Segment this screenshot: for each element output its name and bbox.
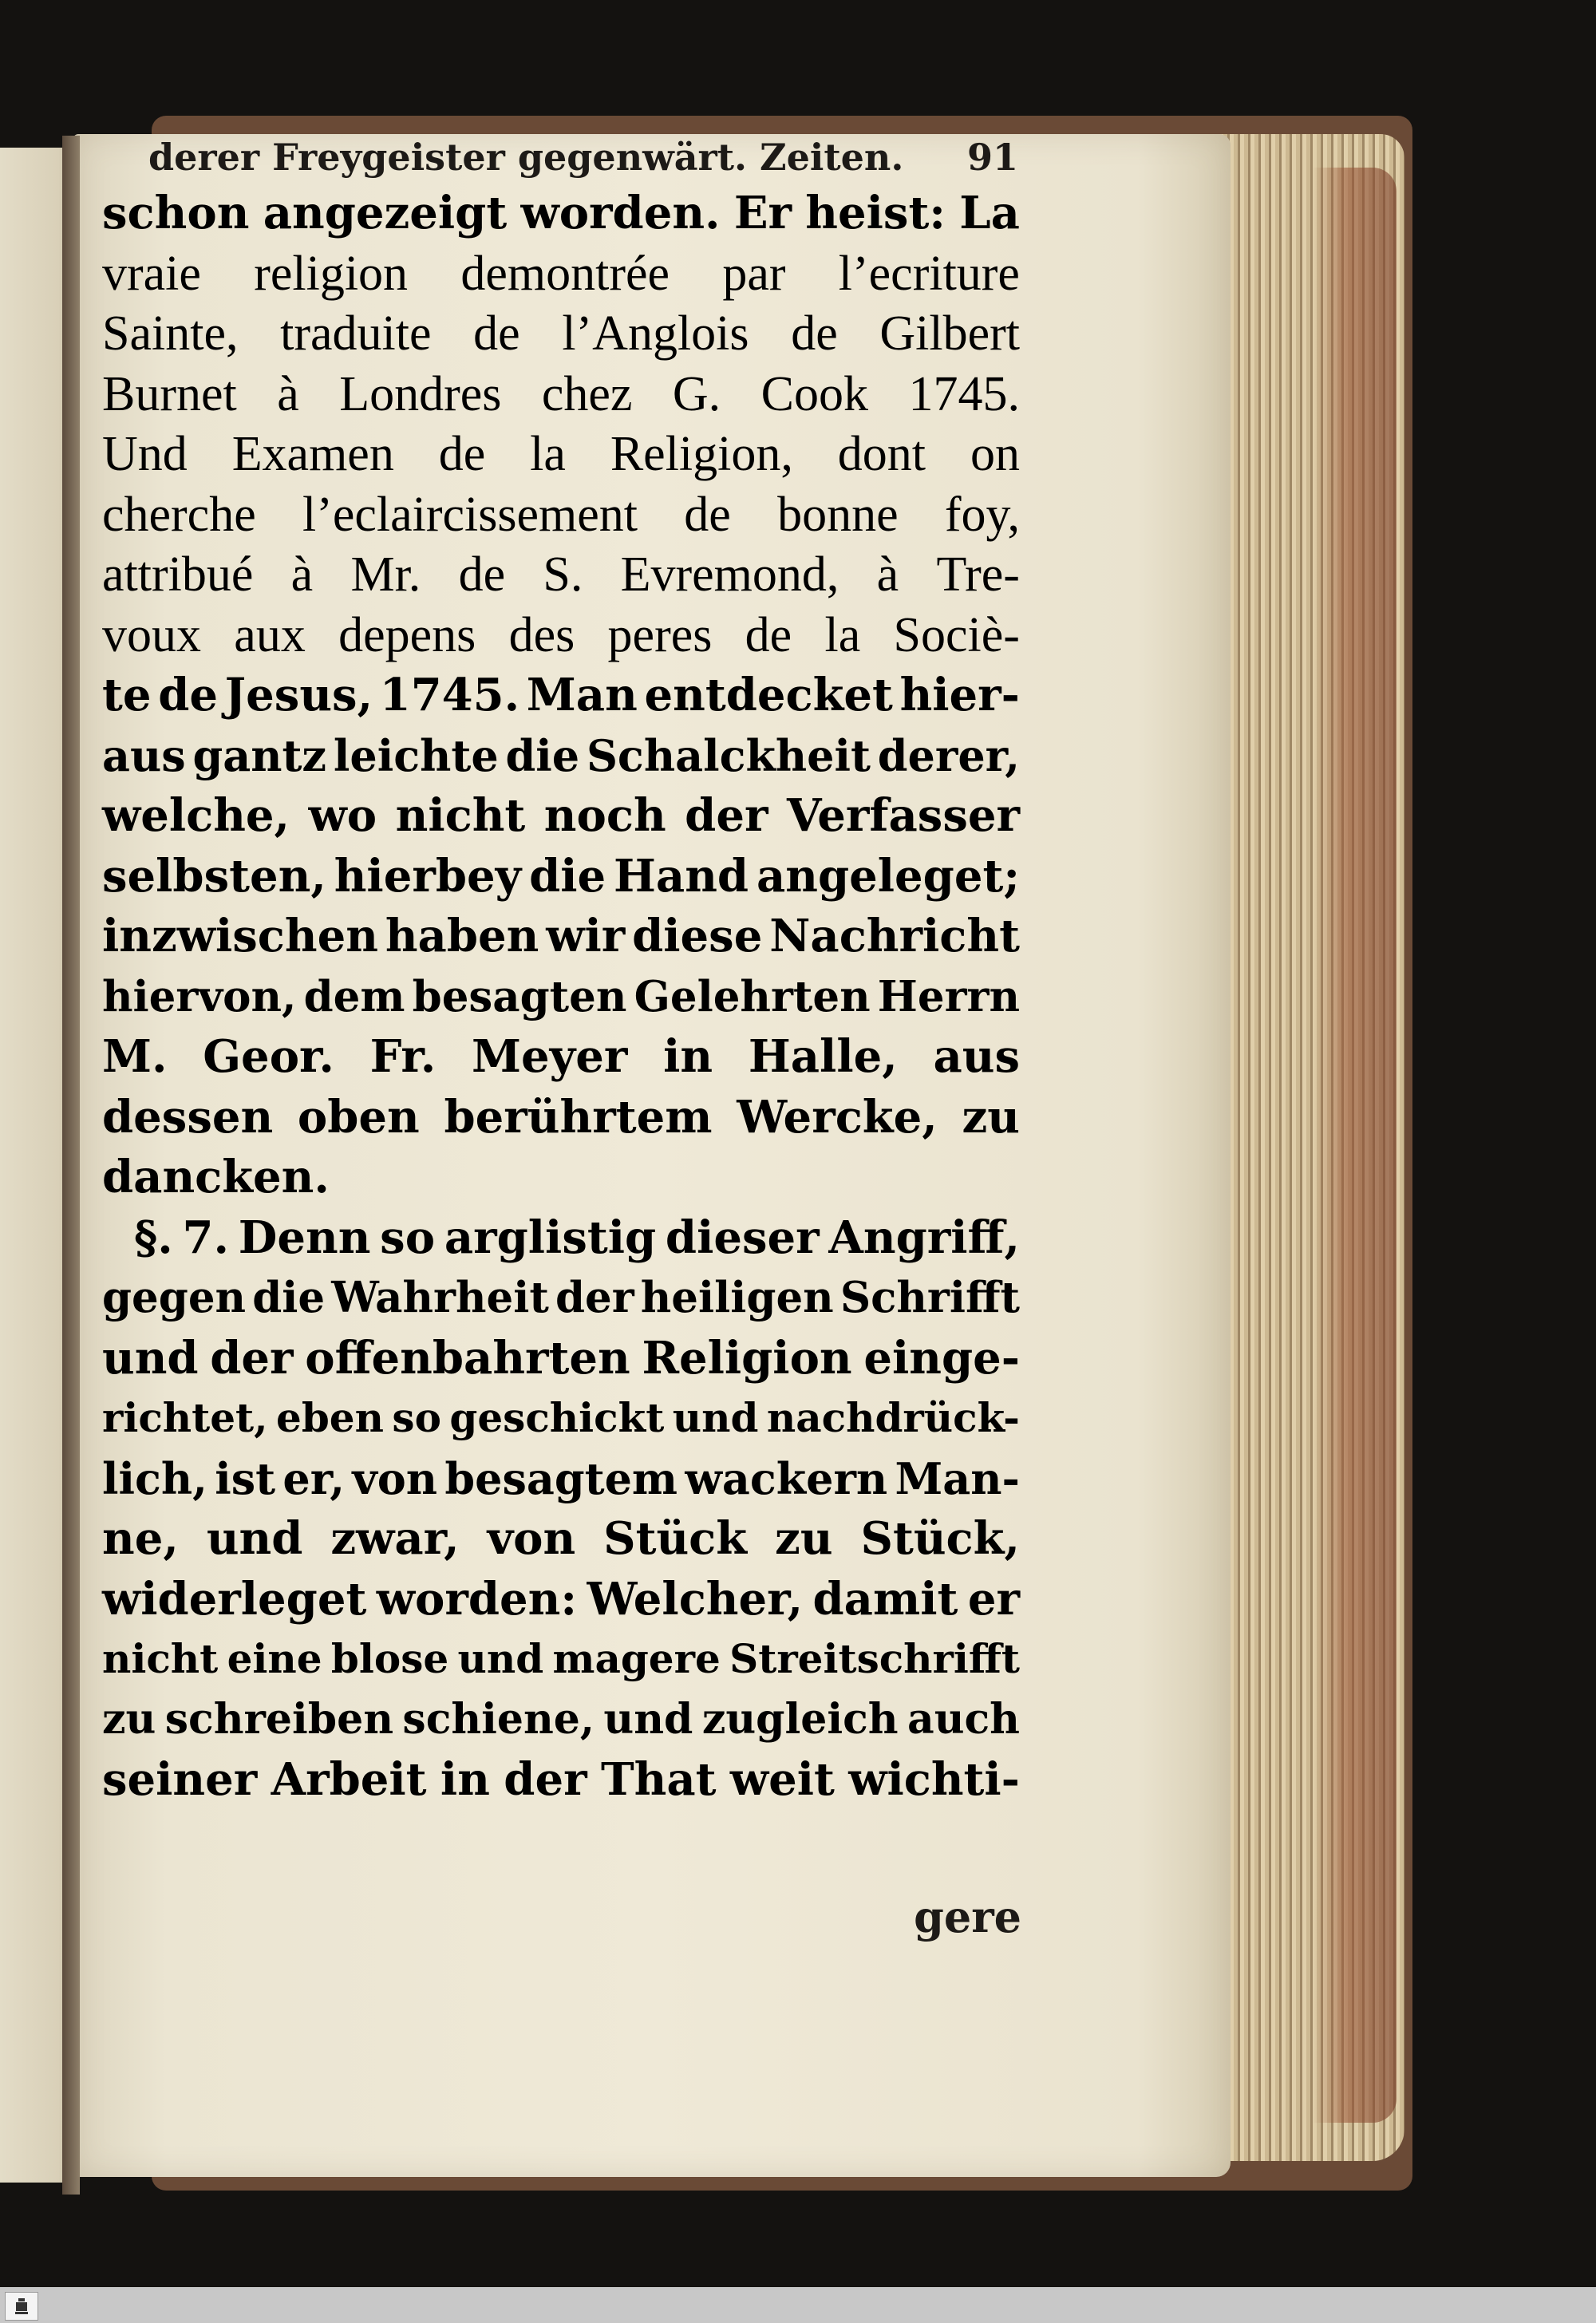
text-line: nicht eine blose und magere Streitschrifft — [102, 1635, 1020, 1682]
text-line: hiervon, dem besagten Gelehrten Herrn — [102, 971, 1020, 1021]
page-number: 91 — [966, 136, 1018, 179]
text-line: inzwischen haben wir diese Nachricht — [102, 910, 1020, 962]
text-line: Burnet à Londres chez G. Cook 1745. — [102, 366, 1020, 421]
text-line: aus gantz leichte die Schalckheit derer, — [102, 729, 1020, 781]
text-line: cherche l’eclaircissement de bonne foy, — [102, 487, 1020, 542]
text-line: Sainte, traduite de l’Anglois de Gilbert — [102, 306, 1020, 361]
text-line: te de Jesus, 1745. Man entdecket hier- — [102, 669, 1020, 721]
text-line: vraie religion demontrée par l’ecriture — [102, 246, 1020, 301]
library-logo-icon — [5, 2292, 38, 2321]
text-line: M. Geor. Fr. Meyer in Halle, aus — [102, 1030, 1020, 1083]
text-line: und der offenbahrten Religion einge- — [102, 1331, 1020, 1385]
text-line: Und Examen de la Religion, dont on — [102, 427, 1020, 481]
book-gutter — [62, 136, 80, 2195]
text-line: attribué à Mr. de S. Evremond, à Tre- — [102, 547, 1020, 602]
text-line: dancken. — [102, 1151, 330, 1203]
running-header — [148, 136, 1018, 179]
running-title: derer Freygeister gegenwärt. Zeiten. — [148, 136, 904, 179]
text-line: seiner Arbeit in der That weit wichti- — [102, 1753, 1020, 1806]
viewer-status-bar — [0, 2287, 1596, 2323]
text-line: gegen die Wahrheit der heiligen Schrifft — [102, 1273, 1020, 1322]
text-line: widerleget worden: Welcher, damit er — [102, 1572, 1020, 1626]
text-line: selbsten, hierbey die Hand angeleget; — [102, 849, 1020, 903]
text-line: voux aux depens des peres de la Sociè- — [102, 607, 1020, 662]
text-line: welche, wo nicht noch der Verfasser — [102, 789, 1020, 842]
text-line: lich, ist er, von besagtem wackern Man- — [102, 1452, 1020, 1504]
fore-edge-stain — [1313, 168, 1396, 2123]
text-line: ne, und zwar, von Stück zu Stück, — [102, 1512, 1020, 1565]
text-line: richtet, eben so geschickt und nachdrück- — [102, 1394, 1020, 1441]
text-line: dessen oben berührtem Wercke, zu — [102, 1090, 1020, 1144]
catchword: gere — [914, 1891, 1021, 1942]
text-line: zu schreiben schiene, und zugleich auch — [102, 1694, 1020, 1744]
text-line: §. 7. Denn so arglistig dieser Angriff, — [134, 1211, 1020, 1264]
text-line: schon angezeigt worden. Er heist: La — [102, 187, 1020, 239]
